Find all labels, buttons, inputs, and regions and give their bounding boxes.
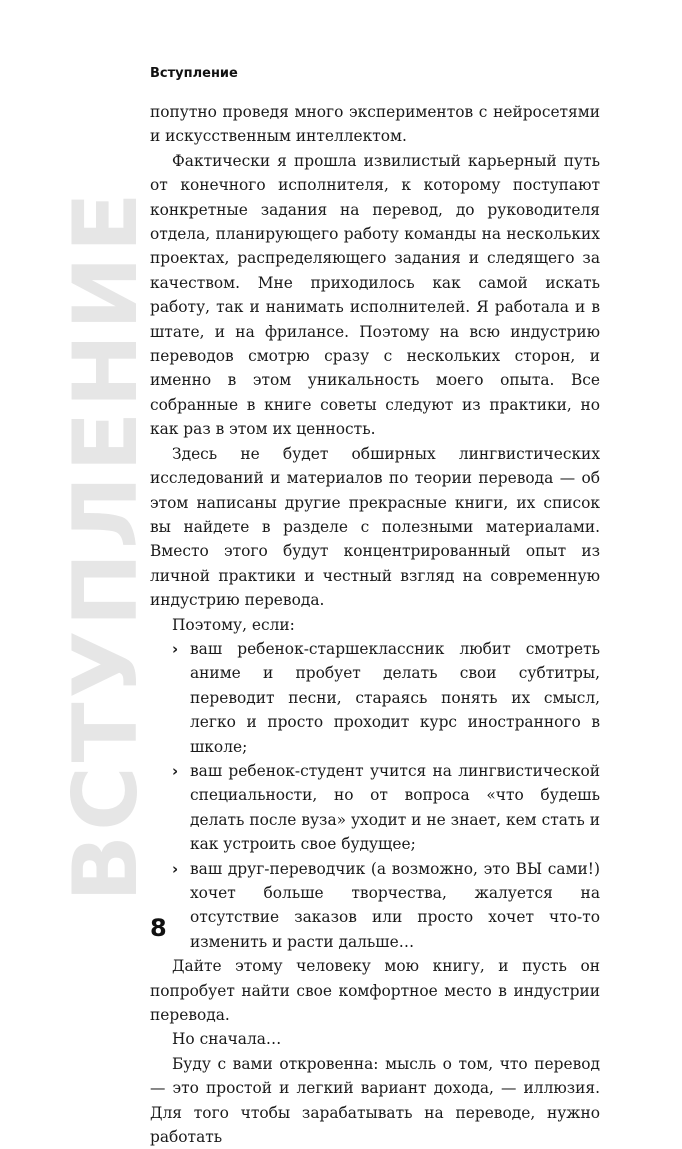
page-number: 8: [150, 914, 167, 942]
running-head: Вступление: [150, 66, 238, 81]
bullet-text: ваш ребенок-студент учится на лингвистической специальности, но от вопроса «что будешь делать после вуза» уходит и не знает, кем стать и как устроить свое будущее;: [190, 761, 600, 854]
chevron-right-icon: ›: [172, 761, 179, 780]
paragraph-4: Поэтому, если:: [172, 615, 295, 634]
chevron-right-icon: ›: [172, 859, 179, 878]
bullet-list: [150, 637, 600, 954]
paragraph-3: Здесь не будет обширных лингвистических исследований и материалов по теории перевода — об этом написаны другие прекрасные книги, их список вы найдете в разделе с полезными материалами. Вместо этого будут концентрированный опыт из личной практики и честный взгляд на современную индустрию перевода.: [150, 444, 600, 610]
paragraph-6: Но сначала…: [172, 1030, 282, 1049]
bullet-item-3: [150, 857, 600, 955]
body-text: [150, 100, 600, 1149]
paragraph-5: Дайте этому человеку мою книгу, и пусть он попробует найти свое комфортное место в индустрии перевода.: [150, 957, 600, 1025]
bullet-item-2: [150, 759, 600, 857]
paragraph-7: Буду с вами откровенна: мысль о том, что перевод — это простой и легкий вариант дохода, — иллюзия. Для того чтобы зарабатывать на переводе, нужно работать: [150, 1054, 600, 1147]
bullet-item-1: [150, 637, 600, 759]
bullet-text: ваш друг-переводчик (а возможно, это ВЫ сами!) хочет больше творчества, жалуется на отсутствие заказов или просто хочет что-то изменить и расти дальше…: [190, 859, 600, 951]
side-chapter-title: ВСТУПЛЕНИЕ: [54, 188, 157, 902]
paragraph-1: попутно проведя много экспериментов с нейросетями и искусственным интеллектом.: [150, 103, 600, 146]
paragraph-2: Фактически я прошла извилистый карьерный путь от конечного исполнителя, к которому поступают конкретные задания на перевод, до руководителя отдела, планирующего работу команды на нескольких проектах, распределяющего задания и следящего за качеством. Мне приходилось как самой искать работу, так и нанимать исполнителей. Я работала и в штате, и на фрилансе. Поэтому на всю индустрию переводов смотрю сразу с нескольких сторон, и именно в этом уникальность моего опыта. Все собранные в книге советы следуют из практики, но как раз в этом их ценность.: [150, 151, 600, 439]
chevron-right-icon: ›: [172, 639, 179, 658]
bullet-text: ваш ребенок-старшеклассник любит смотреть аниме и пробует делать свои субтитры, переводит песни, стараясь понять их смысл, легко и просто проходит курс иностранного в школе;: [190, 639, 600, 756]
